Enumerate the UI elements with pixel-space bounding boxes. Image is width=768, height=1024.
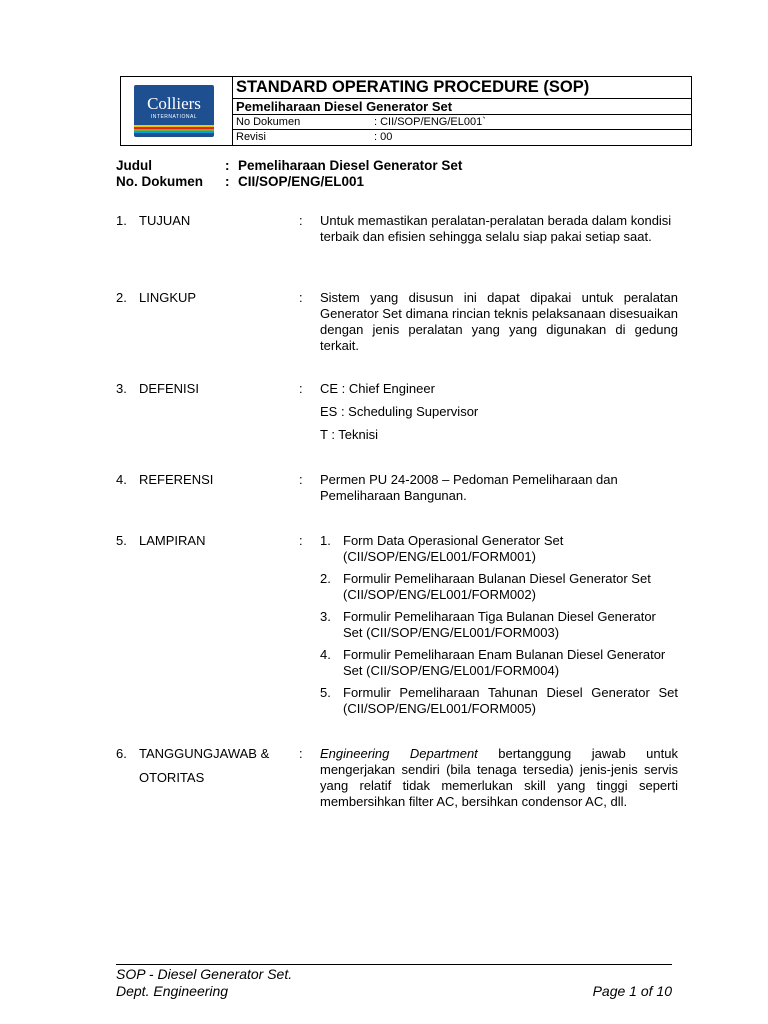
attachment-text: Formulir Pemeliharaan Bulanan Diesel Generator Set (CII/SOP/ENG/EL001/FORM002) <box>343 571 651 602</box>
footer-dept: Dept. Engineering <box>116 983 229 999</box>
header-subtitle-row <box>232 99 691 115</box>
header-title-row <box>232 77 691 99</box>
section-number: 2. <box>116 290 127 305</box>
attachment-number: 4. <box>320 647 331 662</box>
section-number: 6. <box>116 746 127 761</box>
header-rev-label: Revisi <box>236 131 266 143</box>
section-text <box>320 746 678 810</box>
colliers-logo <box>134 85 214 137</box>
section-colon: : <box>299 472 303 487</box>
header-rev-value: : 00 <box>374 131 393 143</box>
section-number: 5. <box>116 533 127 548</box>
logo-sub: INTERNATIONAL <box>150 114 198 120</box>
section-title-line2: OTORITAS <box>139 770 205 785</box>
section-title: TANGGUNGJAWAB & <box>139 746 270 761</box>
section-title: REFERENSI <box>139 472 214 487</box>
attachment-number: 2. <box>320 571 331 586</box>
logo-stripe-blue <box>134 131 214 133</box>
section-title: LINGKUP <box>139 290 197 305</box>
footer-page-number: Page 1 of 10 <box>592 983 672 999</box>
attachment-text: Form Data Operasional Generator Set (CII/SOP/ENG/EL001/FORM001) <box>343 533 564 564</box>
section-text-rest: bertanggung jawab untuk mengerjakan sendiri (bila tenaga tersedia) jenis-jenis servis yang relatif tidak memerlukan skill yang tinggi seperti membersihkan filter AC, bersihkan condensor AC, dll. <box>320 746 678 809</box>
definition-line: CE : Chief Engineer <box>320 381 435 396</box>
attachment-text: Formulir Pemeliharaan Tiga Bulanan Diesel Generator Set (CII/SOP/ENG/EL001/FORM003) <box>343 609 656 640</box>
attachment-text: Formulir Pemeliharaan Enam Bulanan Diesel Generator Set (CII/SOP/ENG/EL001/FORM004) <box>343 647 666 678</box>
section-title: DEFENISI <box>139 381 199 396</box>
section-text: Untuk memastikan peralatan-peralatan berada dalam kondisi terbaik dan efisien sehingga selalu siap pakai setiap saat. <box>320 213 672 244</box>
logo-name: Colliers <box>147 94 201 113</box>
meta-nodok-value: CII/SOP/ENG/EL001 <box>238 174 365 189</box>
attachment-number: 5. <box>320 685 331 700</box>
footer-title: SOP - Diesel Generator Set. <box>116 966 293 982</box>
meta-nodok-label: No. Dokumen <box>116 174 204 189</box>
section-title: LAMPIRAN <box>139 533 206 548</box>
header-doc-label: No Dokumen <box>236 116 301 128</box>
definition-line: T : Teknisi <box>320 427 379 442</box>
attachment-text: Formulir Pemeliharaan Tahunan Diesel Generator Set (CII/SOP/ENG/EL001/FORM005) <box>343 685 678 716</box>
definition-line: ES : Scheduling Supervisor <box>320 404 479 419</box>
logo-cell <box>121 77 233 145</box>
section-colon: : <box>299 533 303 548</box>
footer-rule <box>116 964 672 965</box>
section-colon: : <box>299 213 303 228</box>
header-rev-row <box>232 130 691 145</box>
section-colon: : <box>299 746 303 761</box>
section-colon: : <box>299 381 303 396</box>
section-text: Permen PU 24-2008 – Pedoman Pemeliharaan dan Pemeliharaan Bangunan. <box>320 472 618 503</box>
attachment-number: 3. <box>320 609 331 624</box>
meta-judul-value: Pemeliharaan Diesel Generator Set <box>238 158 463 173</box>
section-number: 3. <box>116 381 127 396</box>
meta-judul-label: Judul <box>116 158 152 173</box>
section-text: Sistem yang disusun ini dapat dipakai untuk peralatan Generator Set dimana rincian teknis pelaksanaan disesuaikan dengan jenis peralatan yang yang digunakan di gedung terkait. <box>320 290 678 353</box>
attachment-number: 1. <box>320 533 331 548</box>
meta-colon: : <box>225 174 230 189</box>
header-subtitle: Pemeliharaan Diesel Generator Set <box>236 99 453 114</box>
header-title: STANDARD OPERATING PROCEDURE (SOP) <box>236 78 590 96</box>
section-number: 4. <box>116 472 127 487</box>
section-text-emphasis: Engineering Department <box>320 746 478 761</box>
section-number: 1. <box>116 213 127 228</box>
section-title: TUJUAN <box>139 213 191 228</box>
meta-colon: : <box>225 158 230 173</box>
section-colon: : <box>299 290 303 305</box>
header-doc-value: : CII/SOP/ENG/EL001` <box>374 116 486 128</box>
header-doc-row <box>232 115 691 130</box>
document-header <box>120 76 692 146</box>
